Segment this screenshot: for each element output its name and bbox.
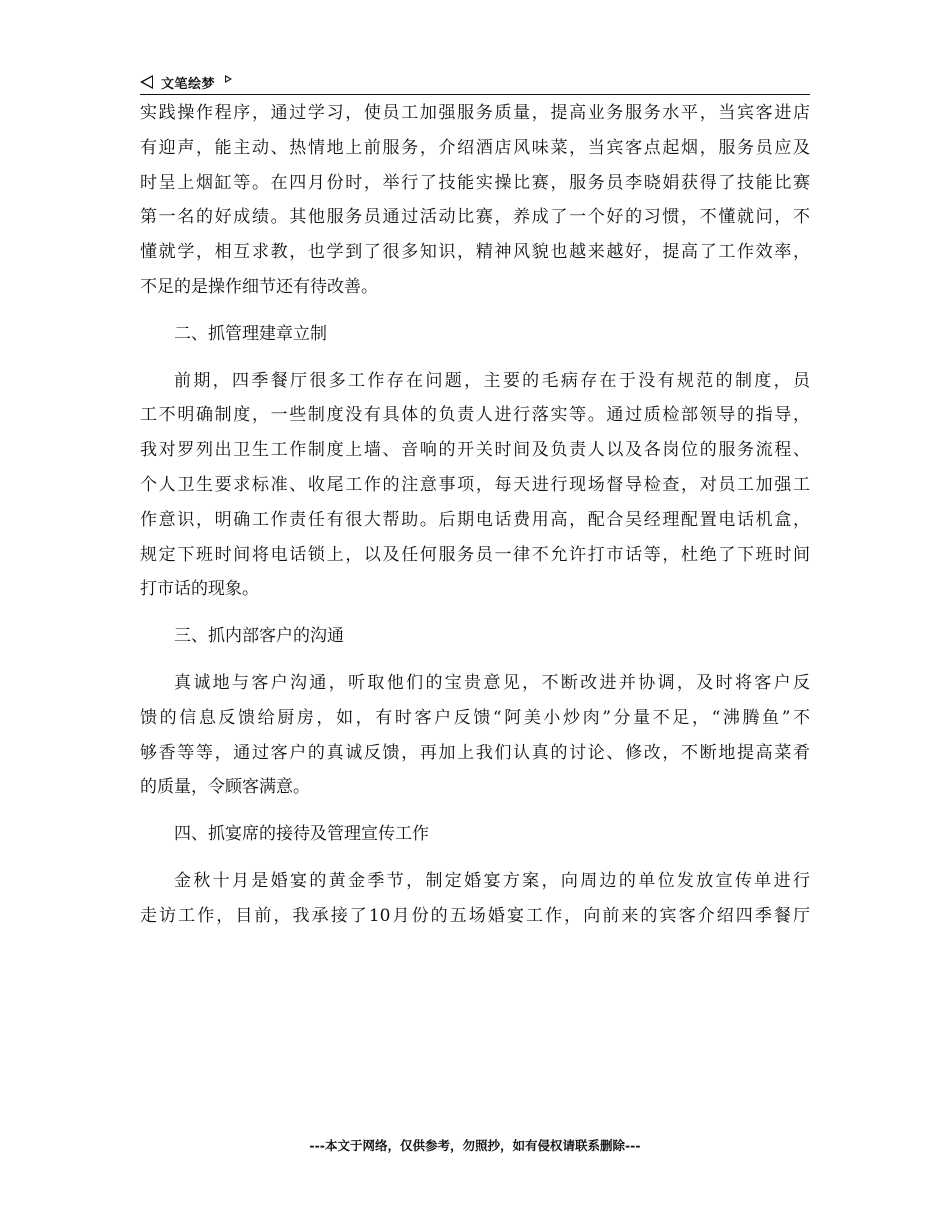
section-heading: 三、抓内部客户的沟通 — [174, 626, 344, 647]
text-line: 规定下班时间将电话锁上，以及任何服务员一律不允许打市话等，杜绝了下班时间 — [140, 544, 810, 565]
text-line: 打市话的现象。 — [140, 579, 259, 600]
text-line: 不足的是操作细节还有待改善。 — [140, 276, 378, 297]
text-line: 走访工作，目前，我承接了10月份的五场婚宴工作，向前来的宾客介绍四季餐厅 — [140, 905, 810, 926]
triangle-right-icon — [225, 75, 232, 83]
text-line: 个人卫生要求标准、收尾工作的注意事项，每天进行现场督导检查，对员工加强工 — [140, 474, 810, 495]
section-heading: 二、抓管理建章立制 — [174, 323, 327, 344]
page-footer-disclaimer: ---本文于网络，仅供参考，勿照抄，如有侵权请联系删除--- — [309, 1138, 641, 1153]
text-line: 懂就学，相互求教，也学到了很多知识，精神风貌也越来越好，提高了工作效率， — [140, 242, 810, 263]
text-line: 实践操作程序，通过学习，使员工加强服务质量，提高业务服务水平，当宾客进店 — [140, 103, 810, 123]
text-line: 有迎声，能主动、热情地上前服务，介绍酒店风味菜，当宾客点起烟，服务员应及 — [140, 137, 810, 158]
text-line: 我对罗列出卫生工作制度上墙、音响的开关时间及负责人以及各岗位的服务流程、 — [140, 440, 810, 461]
section-heading: 四、抓宴席的接待及管理宣传工作 — [174, 824, 429, 845]
text-line: 时呈上烟缸等。在四月份时，举行了技能实操比赛，服务员李晓娟获得了技能比赛 — [140, 172, 810, 193]
text-line: 的质量，令顾客满意。 — [140, 777, 310, 798]
page-header — [140, 70, 810, 95]
document-body — [140, 96, 810, 934]
text-line: 够香等等，通过客户的真诚反馈，再加上我们认真的讨论、修改，不断地提高菜肴 — [140, 742, 810, 763]
text-line: 工不明确制度，一些制度没有具体的负责人进行落实等。通过质检部领导的指导， — [140, 405, 810, 426]
text-line: 馈的信息反馈给厨房，如，有时客户反馈“阿美小炒肉”分量不足，“沸腾鱼”不 — [140, 707, 810, 728]
text-line: 第一名的好成绩。其他服务员通过活动比赛，养成了一个好的习惯，不懂就问，不 — [140, 207, 810, 228]
triangle-left-icon — [140, 75, 153, 89]
text-line: 前期，四季餐厅很多工作存在问题，主要的毛病存在于没有规范的制度，员 — [174, 370, 810, 391]
text-line: 作意识，明确工作责任有很大帮助。后期电话费用高，配合吴经理配置电话机盒， — [140, 509, 810, 530]
header-brand: 文笔绘梦 — [161, 76, 216, 92]
text-line: 真诚地与客户沟通，听取他们的宝贵意见，不断改进并协调，及时将客户反 — [174, 672, 810, 693]
text-line: 金秋十月是婚宴的黄金季节，制定婚宴方案，向周边的单位发放宣传单进行 — [174, 870, 810, 891]
